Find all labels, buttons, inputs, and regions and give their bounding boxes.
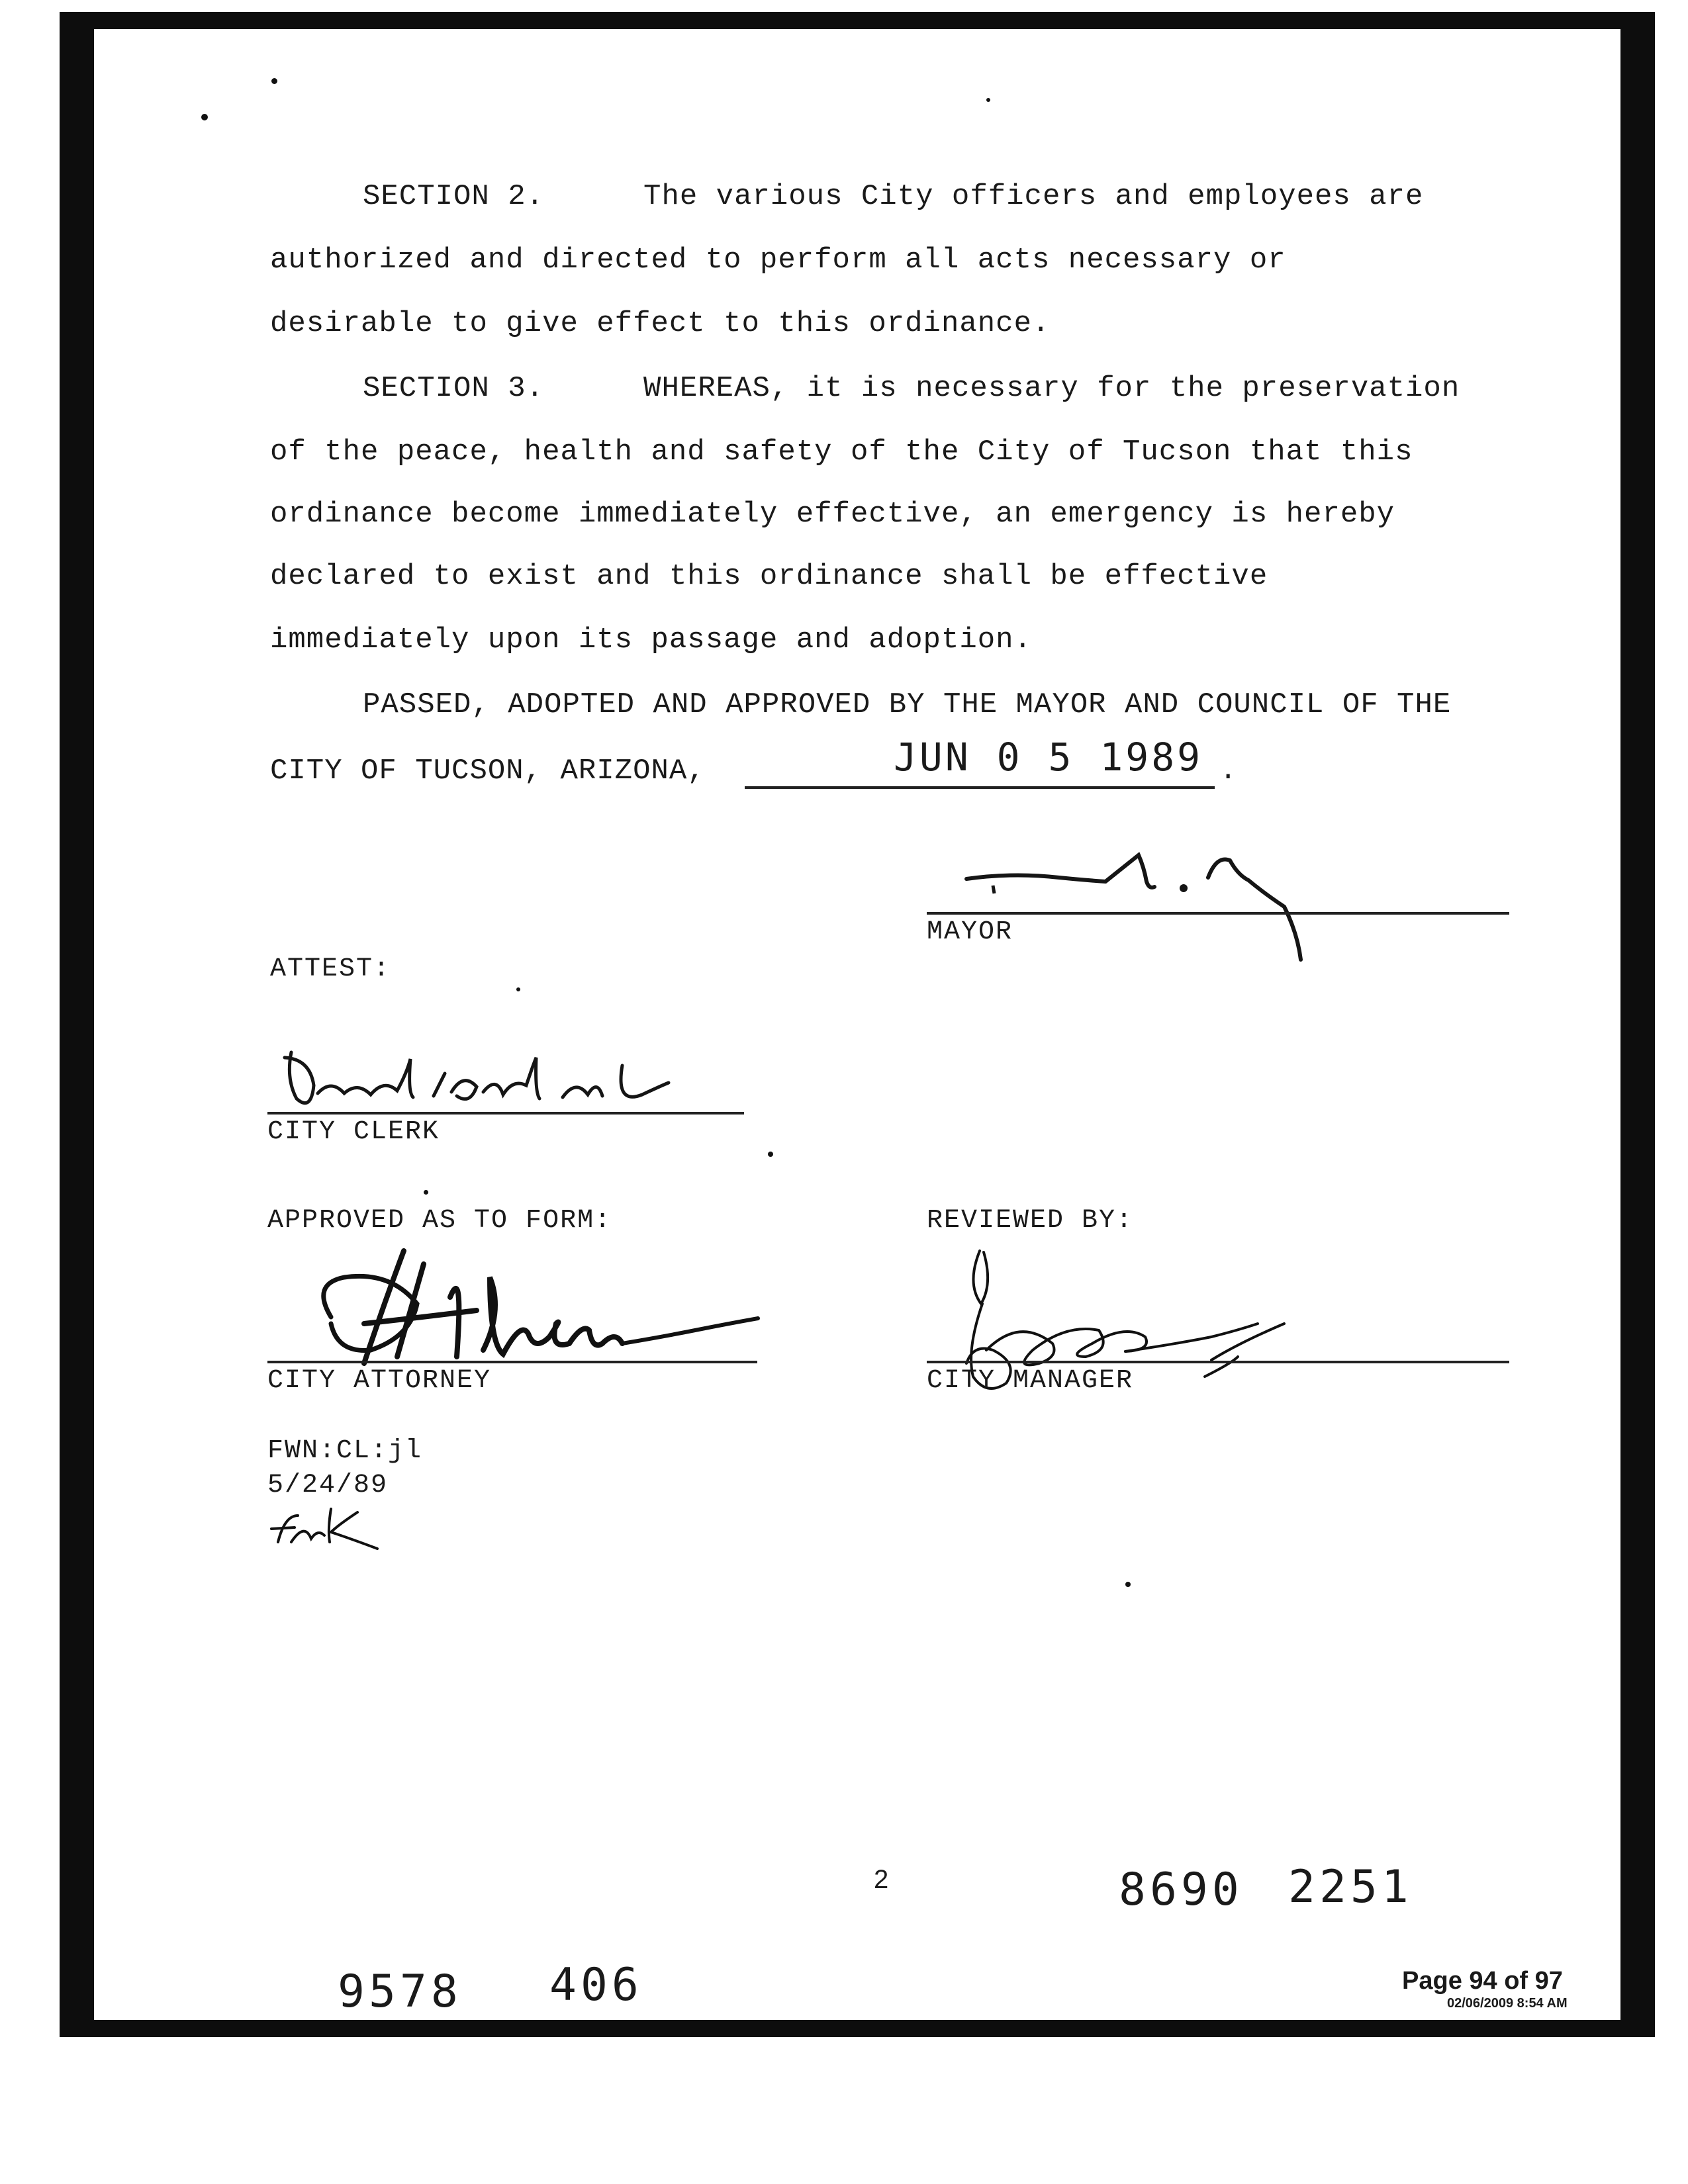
- passed-line1: PASSED, ADOPTED AND APPROVED BY THE MAYOR AND COUNCIL OF THE: [363, 688, 1452, 721]
- mayor-signature: [953, 841, 1350, 973]
- section3-line3: ordinance become immediately effective, an emergency is hereby: [270, 498, 1395, 531]
- print-timestamp: 02/06/2009 8:54 AM: [1447, 1996, 1568, 2011]
- handwritten-initials: [265, 1502, 384, 1555]
- city-clerk-signature-line: [267, 1112, 744, 1115]
- section2-line2: authorized and directed to perform all acts necessary or: [270, 244, 1286, 277]
- city-manager-signature: [927, 1244, 1311, 1430]
- reviewed-by-label: REVIEWED BY:: [927, 1206, 1134, 1236]
- date-period: .: [1219, 754, 1238, 788]
- city-attorney-label: CITY ATTORNEY: [267, 1366, 492, 1396]
- city-manager-signature-line: [927, 1361, 1509, 1363]
- page-number: 2: [874, 1865, 890, 1894]
- section3-line2: of the peace, health and safety of the City of Tucson that this: [270, 435, 1413, 469]
- scan-speck: [516, 987, 520, 991]
- mayor-signature-line: [927, 912, 1509, 915]
- section3-line1: SECTION 3. WHEREAS, it is necessary for the preservation: [363, 372, 1460, 405]
- section2-line3: desirable to give effect to this ordinance.: [270, 307, 1051, 340]
- book-page-number: 406: [549, 1959, 643, 2011]
- city-clerk-label: CITY CLERK: [267, 1117, 440, 1147]
- page-of-count: Page 94 of 97: [1402, 1967, 1563, 1995]
- mayor-label: MAYOR: [927, 917, 1013, 947]
- date-underline: [745, 786, 1215, 789]
- typed-date: 5/24/89: [267, 1471, 389, 1500]
- passage-date-stamp: JUN 0 5 1989: [894, 735, 1203, 780]
- scan-speck: [271, 78, 277, 84]
- city-manager-label: CITY MANAGER: [927, 1366, 1134, 1396]
- section3-line5: immediately upon its passage and adoption.: [270, 623, 1032, 657]
- document-number-a: 8690: [1119, 1864, 1243, 1916]
- scan-speck: [201, 114, 208, 120]
- document-number-b: 2251: [1288, 1861, 1413, 1913]
- scan-speck: [1125, 1582, 1131, 1587]
- approved-as-to-form-label: APPROVED AS TO FORM:: [267, 1206, 612, 1236]
- book-number: 9578: [338, 1966, 462, 2018]
- scan-speck: [768, 1152, 773, 1157]
- passed-line2-prefix: CITY OF TUCSON, ARIZONA,: [270, 754, 706, 788]
- typist-initials: FWN:CL:jl: [267, 1436, 423, 1466]
- city-attorney-signature-line: [267, 1361, 757, 1363]
- section2-line1: SECTION 2. The various City officers and employees are: [363, 180, 1424, 213]
- section3-line4: declared to exist and this ordinance shall be effective: [270, 560, 1268, 593]
- scan-speck: [986, 98, 990, 102]
- attest-label: ATTEST:: [270, 954, 391, 984]
- scan-speck: [424, 1190, 428, 1195]
